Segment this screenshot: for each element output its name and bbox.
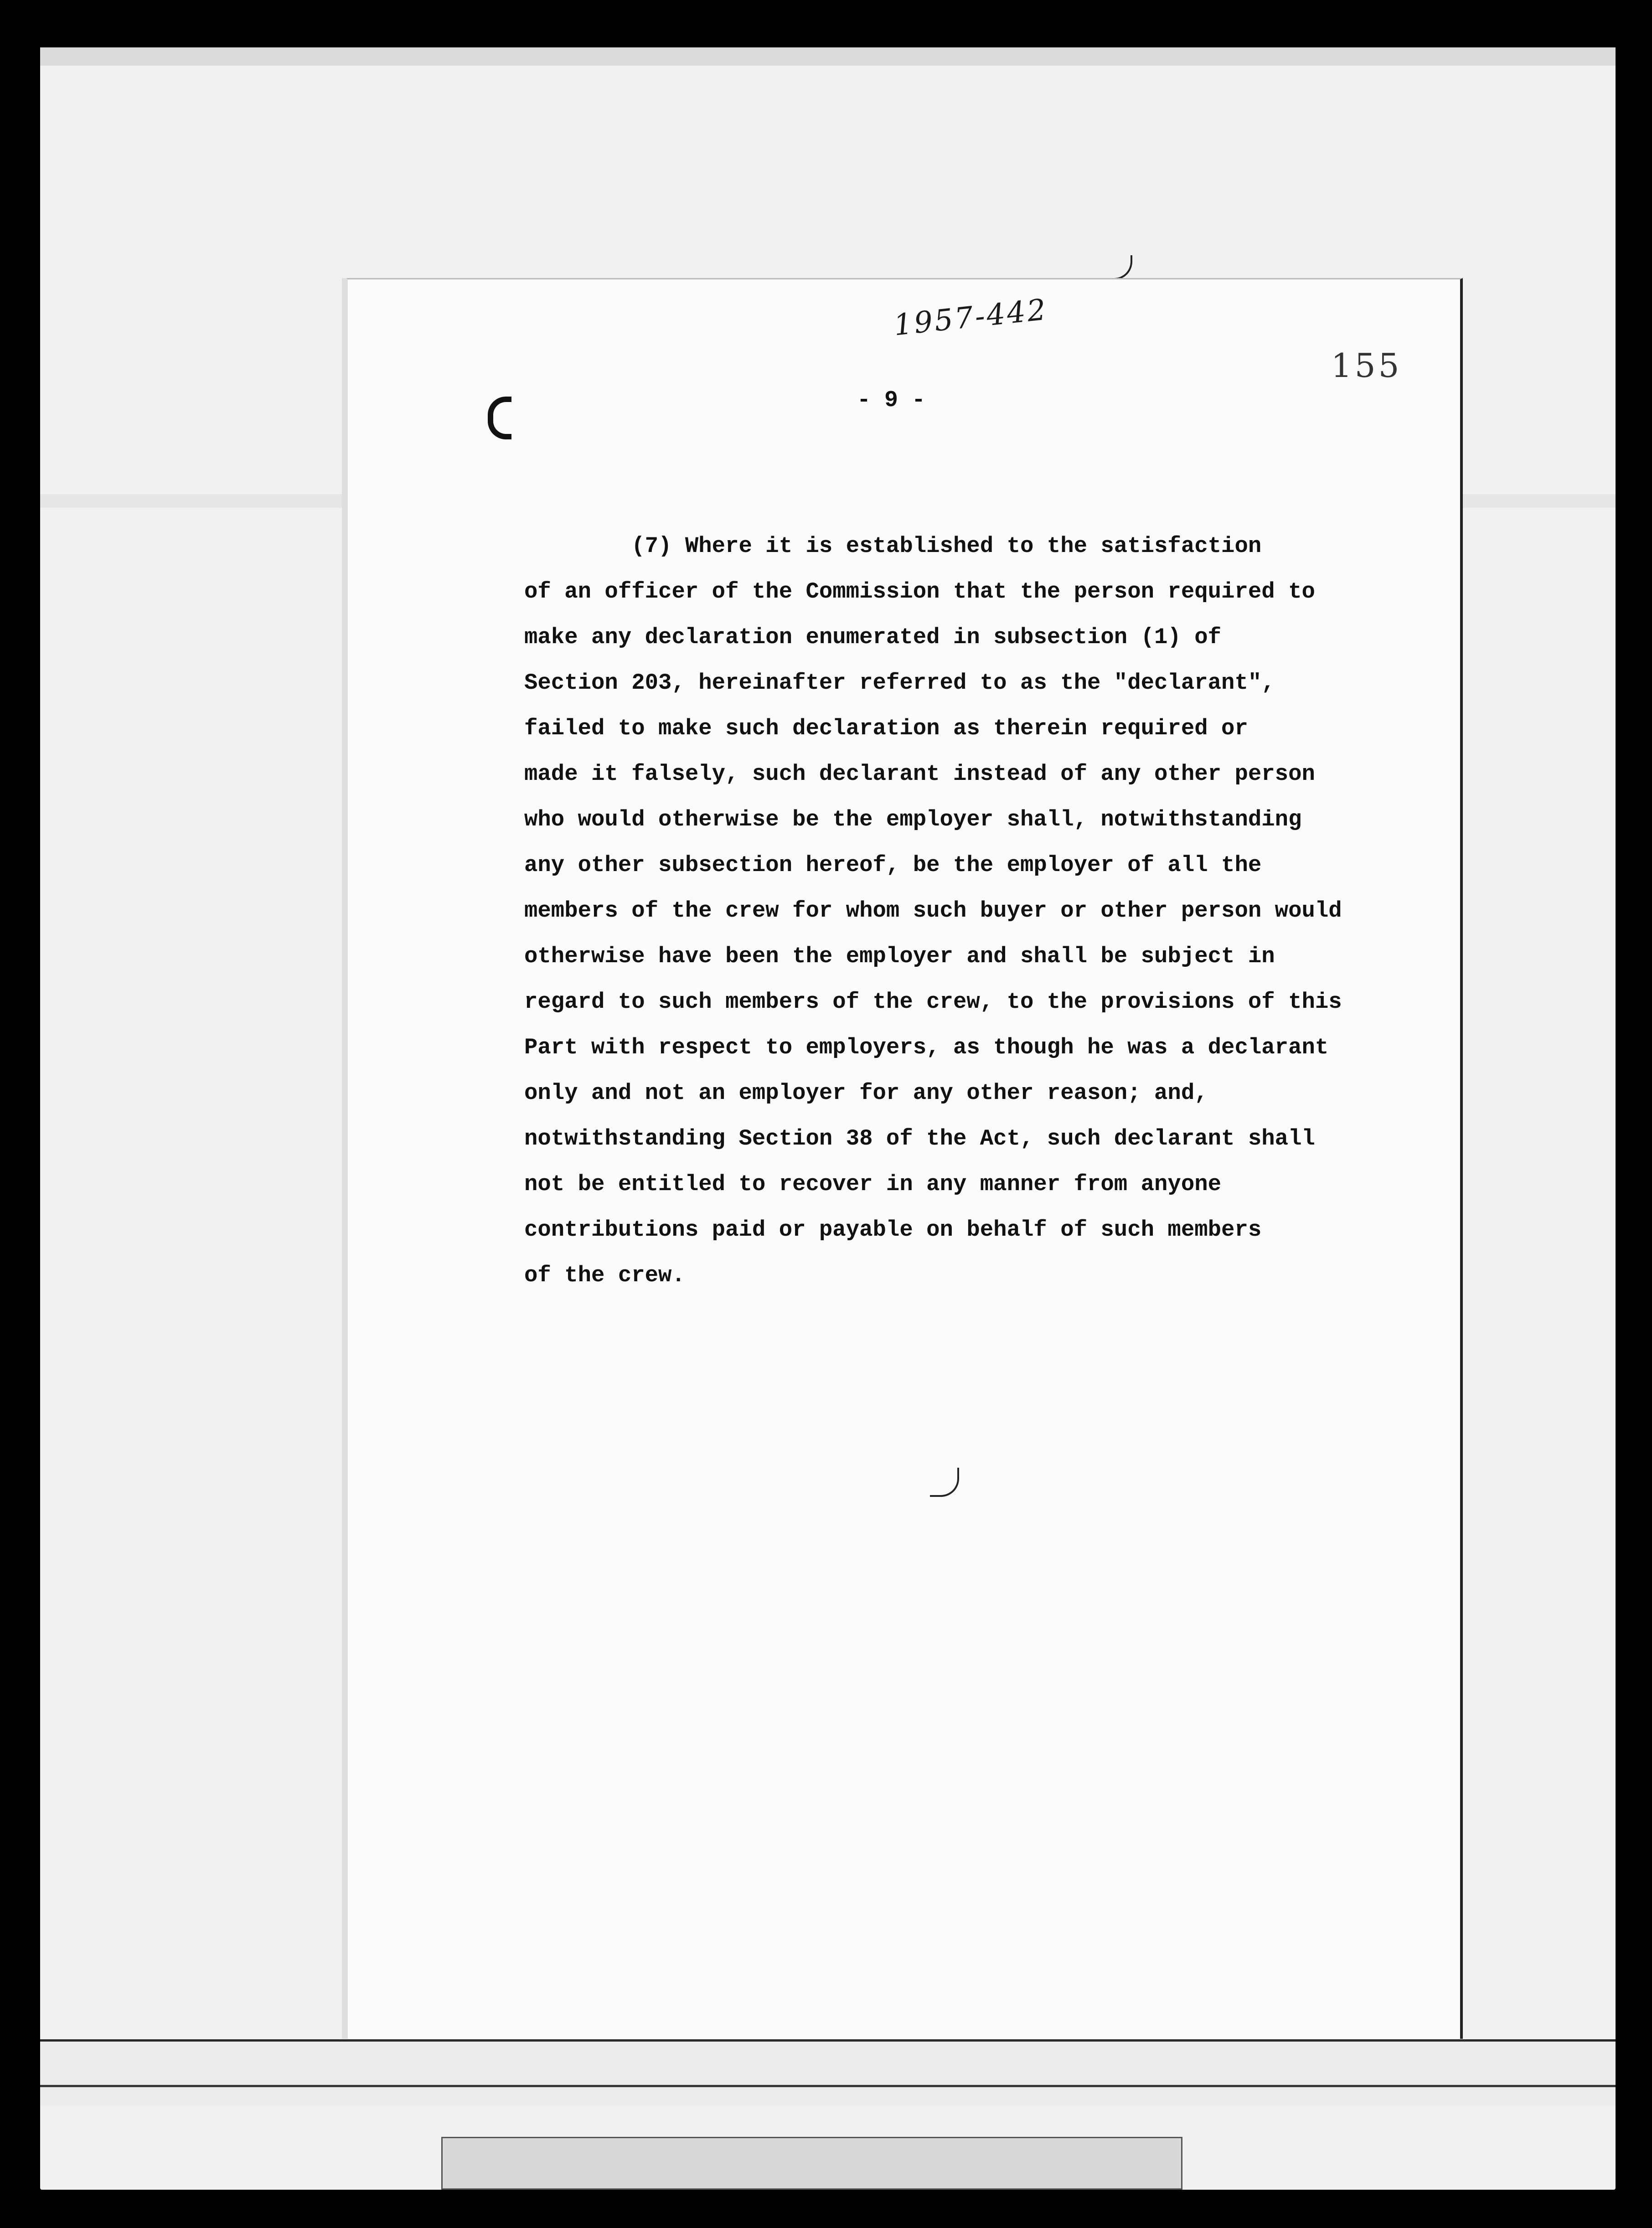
body-line: Part with respect to employers, as though he was a declarant	[524, 1035, 1329, 1060]
body-line: any other subsection hereof, be the employer of all the	[524, 852, 1262, 878]
body-line: of the crew.	[524, 1263, 685, 1288]
page-number: - 9 -	[857, 387, 926, 413]
scan-bottom-strip	[40, 2039, 1616, 2105]
body-text	[524, 523, 1436, 1298]
scan-bottom-line	[40, 2085, 1616, 2087]
handwritten-reference: 1957-442	[892, 293, 1049, 343]
body-line: only and not an employer for any other reason; and,	[524, 1080, 1208, 1106]
scan-tab	[441, 2137, 1182, 2190]
body-line: otherwise have been the employer and shall be subject in	[524, 944, 1275, 969]
body-line: failed to make such declaration as therein required or	[524, 716, 1248, 741]
folio-number: 155	[1331, 346, 1402, 385]
body-line: make any declaration enumerated in subsection (1) of	[524, 624, 1222, 650]
body-line: made it falsely, such declarant instead of any other person	[524, 761, 1315, 787]
body-line: of an officer of the Commission that the person required to	[524, 579, 1315, 604]
body-line: contributions paid or payable on behalf of such members	[524, 1217, 1262, 1243]
body-line: Section 203, hereinafter referred to as the "declarant",	[524, 670, 1275, 696]
body-line: notwithstanding Section 38 of the Act, such declarant shall	[524, 1126, 1315, 1151]
scan-top-band	[40, 47, 1616, 66]
body-line: not be entitled to recover in any manner from anyone	[524, 1171, 1222, 1197]
body-line: members of the crew for whom such buyer or other person would	[524, 898, 1342, 923]
body-line: (7) Where it is established to the satisfaction	[524, 533, 1262, 559]
body-line: who would otherwise be the employer shall, notwithstanding	[524, 807, 1302, 832]
body-line: regard to such members of the crew, to the provisions of this	[524, 989, 1342, 1015]
